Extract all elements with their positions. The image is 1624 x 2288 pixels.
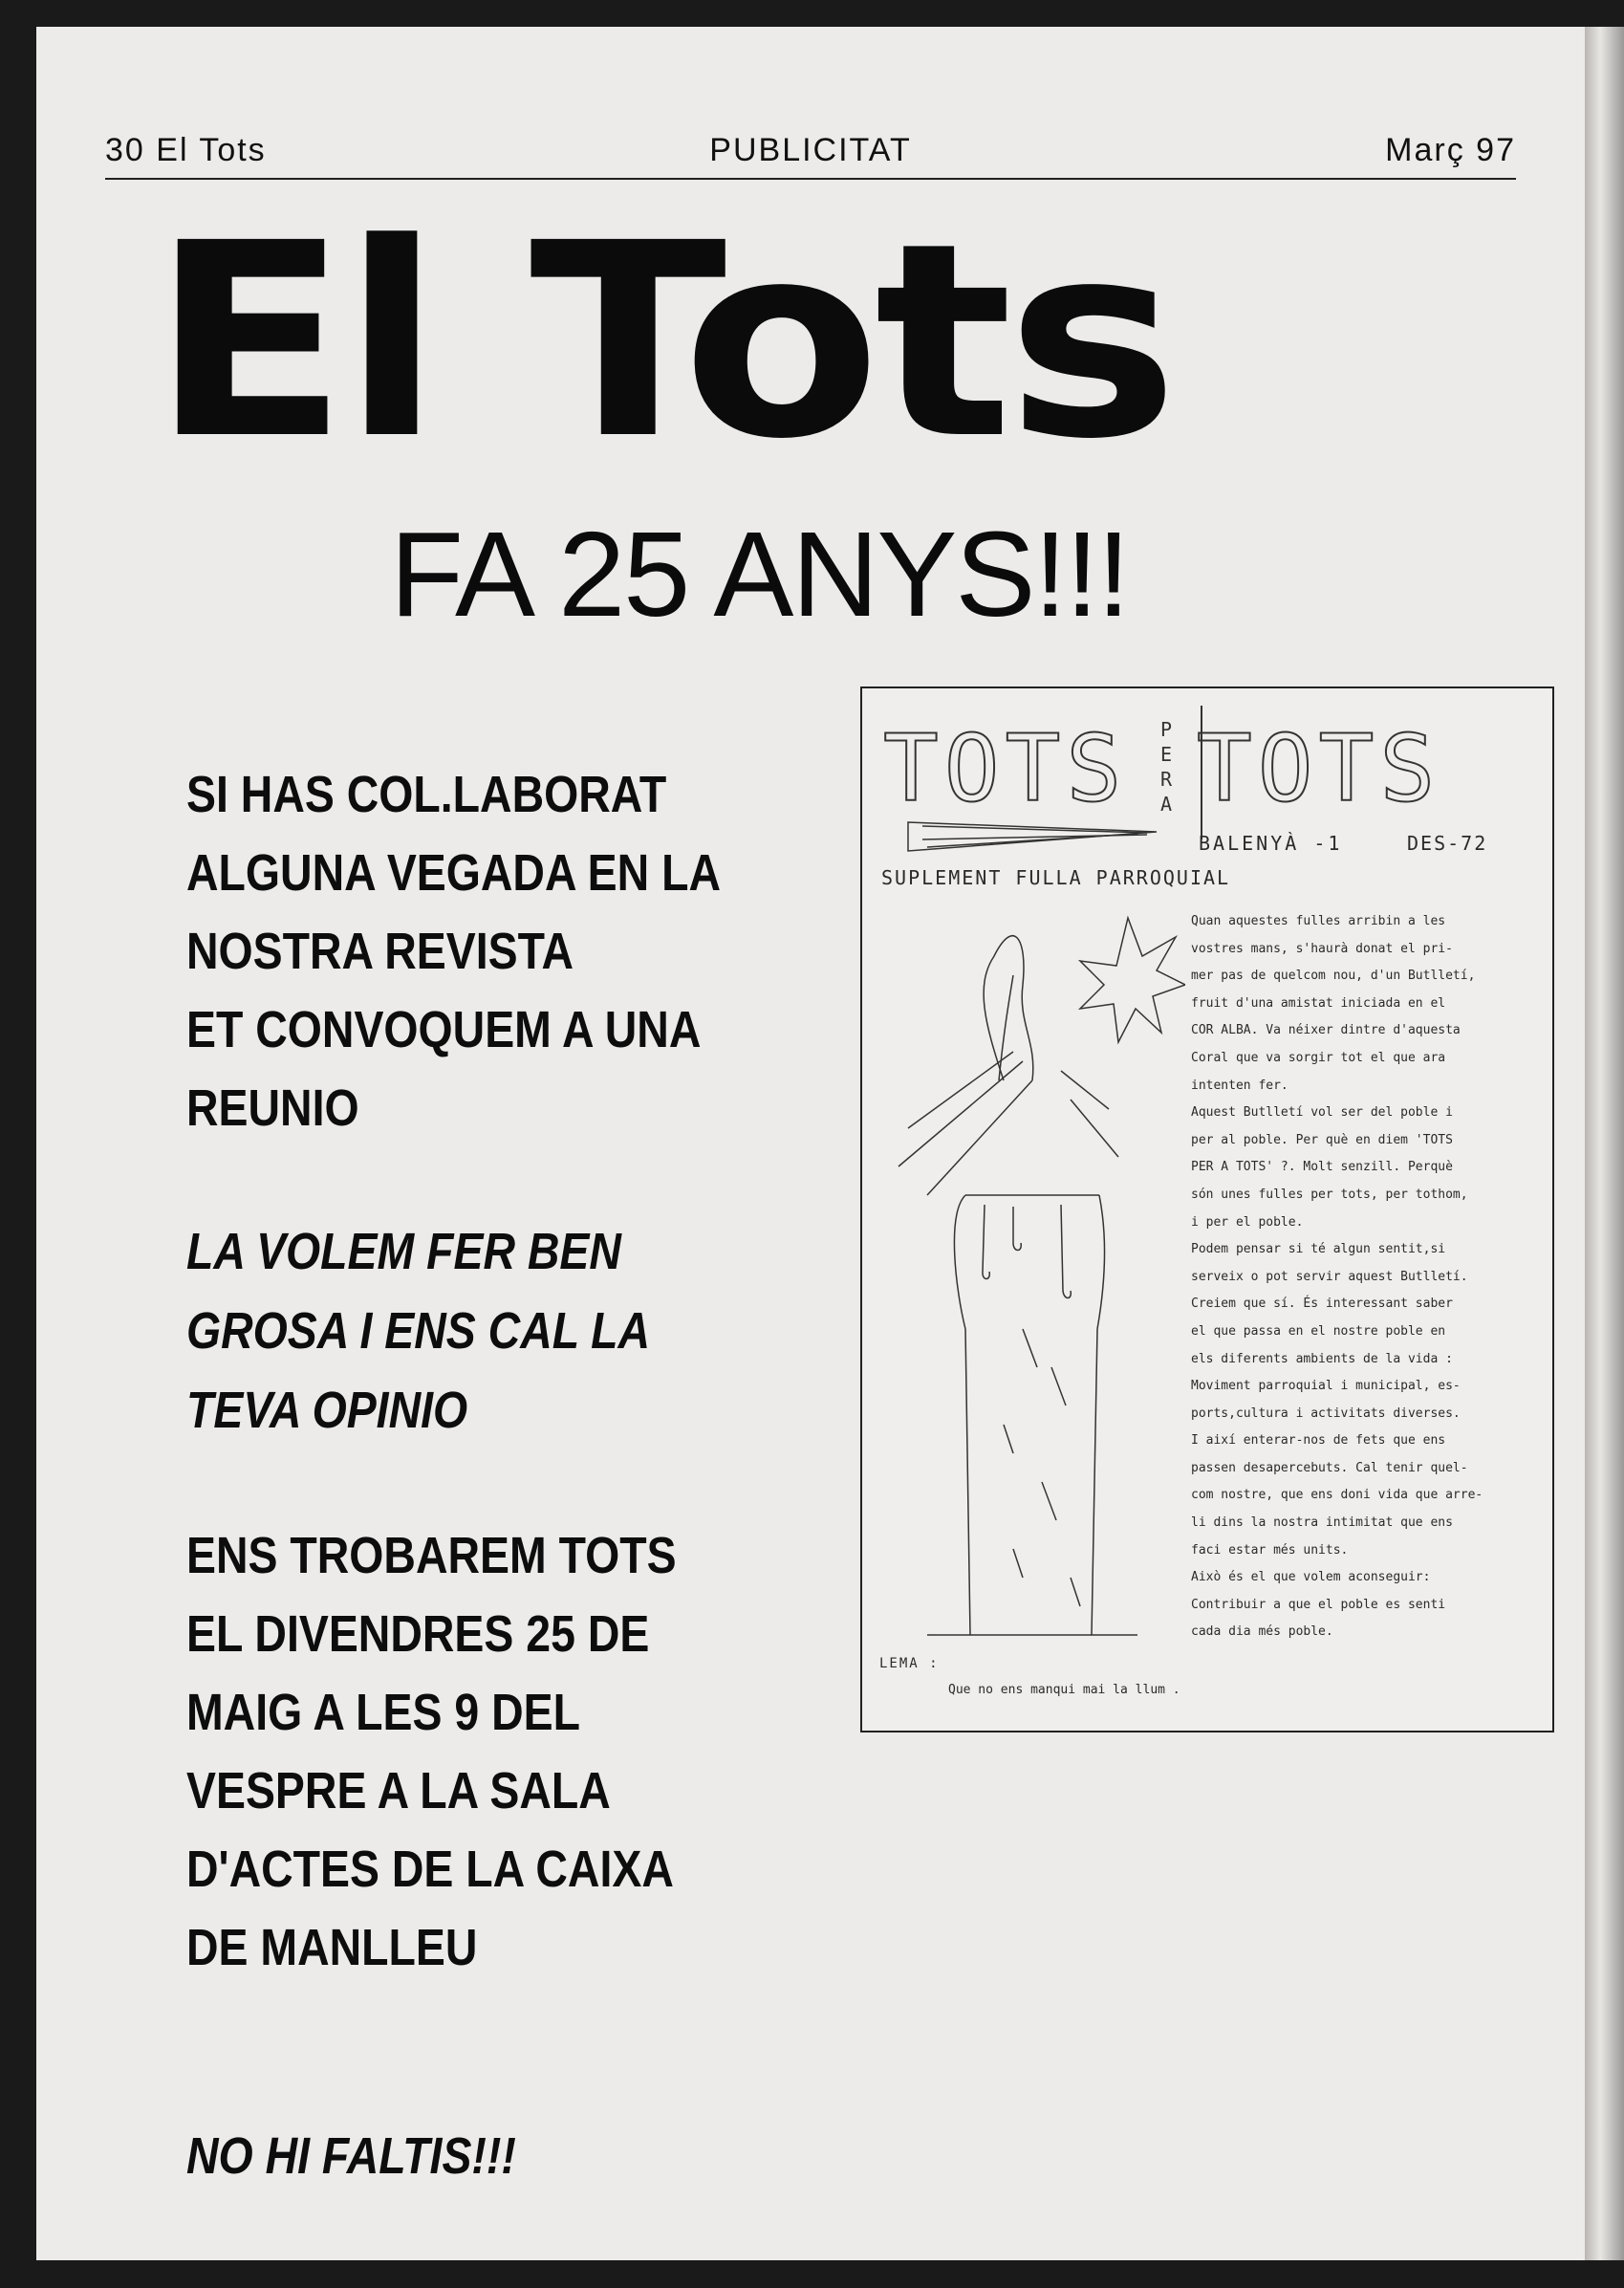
candle-illustration [870,794,1185,1654]
opinion-request [186,1212,778,1450]
meeting-line: ENS TROBAREM TOTS [186,1527,677,1584]
clipping-motto-label: LEMA : [879,1656,940,1671]
opinion-line: GROSA I ENS CAL LA [186,1302,651,1360]
invitation-line: ALGUNA VEGADA EN LA [186,844,722,902]
meeting-details [186,1516,778,1987]
clipping-place: BALENYÀ -1 [1199,832,1343,855]
clipping-body: Quan aquestes fulles arribin a les vostres mans, s'haurà donat el pri- mer pas de quelcom nou, d'un Butlletí, fruit d'una amistat iniciada en el COR ALBA. Va néixer dintre d'aquesta Coral que va sorgir tot el que ara intenten fer. Aquest Butlletí vol ser del poble i per al poble. Per què en diem 'TOTS PER A TOTS' ?. Molt senzill. Perquè són unes fulles per tots, per tothom, i per el poble. Podem pensar si té algun sentit,si serveix o pot servir aquest Butlletí. Creiem que sí. És interessant saber el que passa en el nostre poble en els diferents ambients de la vida : Moviment parroquial i municipal, es- ports,cultura i activitats diverses. I així enterar-nos de fets que ens passen desapercebuts. Cal tenir quel- com nostre, que ens doni vida que arre- li dins la nostra intimitat que ens faci estar més units. Això és el que volem aconseguir: Contribuir a que el poble es senti cada dia més poble. [1191,914,1483,1640]
closing-call: NO HI FALTIS!!! [186,2127,516,2185]
clipping-caption: Que no ens manqui mai la llum . [948,1683,1180,1697]
meeting-line: DE MANLLEU [186,1919,478,1976]
anniversary-subtitle: FA 25 ANYS!!! [390,507,1129,642]
clipping-logo-right: TOTS [1197,715,1441,822]
clipping-supplement: SUPLEMENT FULLA PARROQUIAL [881,866,1231,889]
clipping-logo-left: TOTS [883,715,1128,822]
meeting-line: D'ACTES DE LA CAIXA [186,1841,674,1898]
opinion-line: LA VOLEM FER BEN [186,1223,621,1280]
invitation-line: SI HAS COL.LABORAT [186,766,667,823]
first-issue-clipping [860,686,1554,1732]
meeting-line: MAIG A LES 9 DEL [186,1684,580,1741]
clipping-date: DES-72 [1407,832,1488,855]
magazine-page [36,27,1585,2260]
section-title: PUBLICITAT [709,132,912,168]
next-page-edge [1585,27,1624,2260]
meeting-line: VESPRE A LA SALA [186,1762,611,1820]
invitation-line: REUNIO [186,1079,359,1137]
issue-date: Març 97 [1385,132,1516,168]
page-header [105,107,1516,180]
masthead-title: El Tots [151,186,1173,498]
clipping-logo-pera: P E R A [1159,718,1173,816]
page-number-and-title: 30 El Tots [105,132,267,168]
invitation-line: ET CONVOQUEM A UNA [186,1001,702,1058]
invitation-text [186,755,778,1147]
meeting-line: EL DIVENDRES 25 DE [186,1605,650,1663]
opinion-line: TEVA OPINIO [186,1382,468,1439]
invitation-line: NOSTRA REVISTA [186,923,574,980]
